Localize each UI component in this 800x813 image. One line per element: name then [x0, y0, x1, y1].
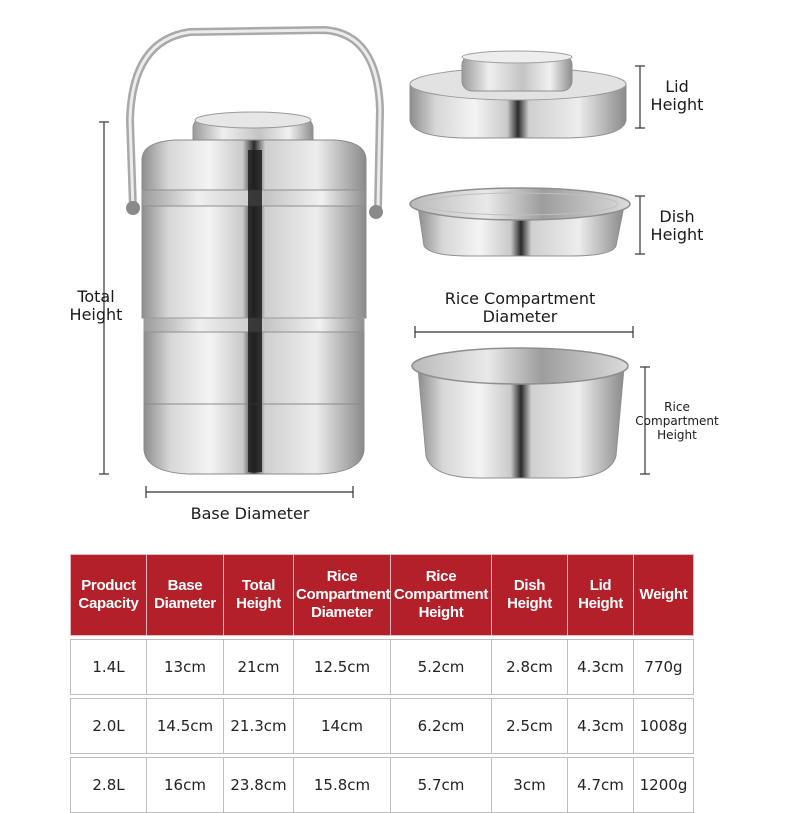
- cell-rice-height: 5.2cm: [391, 640, 492, 695]
- cell-capacity: 1.4L: [71, 640, 147, 695]
- lunch-box-canister: [126, 30, 383, 474]
- specifications-table: [70, 554, 694, 813]
- cell-rice-height: 5.7cm: [391, 758, 492, 813]
- lid-height-label: Lid Height: [650, 77, 704, 115]
- table-header-row: [71, 555, 694, 636]
- header-dish-height: Dish Height: [492, 555, 568, 636]
- header-total-height: Total Height: [224, 555, 294, 636]
- cell-weight: 1008g: [634, 699, 694, 754]
- cell-lid-height: 4.3cm: [568, 699, 634, 754]
- cell-lid-height: 4.3cm: [568, 640, 634, 695]
- table-row: [71, 640, 694, 695]
- header-rice-compartment-height: Rice Compartment Height: [391, 555, 492, 636]
- cell-capacity: 2.0L: [71, 699, 147, 754]
- cell-rice-diameter: 12.5cm: [294, 640, 391, 695]
- cell-base-diameter: 16cm: [147, 758, 224, 813]
- cell-base-diameter: 14.5cm: [147, 699, 224, 754]
- header-lid-height: Lid Height: [568, 555, 634, 636]
- cell-rice-diameter: 14cm: [294, 699, 391, 754]
- table-row: [71, 758, 694, 813]
- cell-capacity: 2.8L: [71, 758, 147, 813]
- cell-total-height: 21.3cm: [224, 699, 294, 754]
- base-diameter-label: Base Diameter: [190, 504, 310, 523]
- header-product-capacity: Product Capacity: [71, 555, 147, 636]
- rice-compartment-component: [412, 348, 628, 478]
- cell-base-diameter: 13cm: [147, 640, 224, 695]
- cell-rice-height: 6.2cm: [391, 699, 492, 754]
- dish-component: [410, 188, 630, 256]
- lid-component: [410, 51, 626, 138]
- cell-weight: 770g: [634, 640, 694, 695]
- table-row: [71, 699, 694, 754]
- cell-dish-height: 3cm: [492, 758, 568, 813]
- cell-weight: 1200g: [634, 758, 694, 813]
- cell-dish-height: 2.5cm: [492, 699, 568, 754]
- cell-total-height: 21cm: [224, 640, 294, 695]
- header-base-diameter: Base Diameter: [147, 555, 224, 636]
- total-height-label: Total Height: [69, 287, 123, 325]
- cell-rice-diameter: 15.8cm: [294, 758, 391, 813]
- dish-height-label: Dish Height: [650, 207, 704, 245]
- rice-compartment-height-label: Rice Compartment Height: [635, 400, 719, 442]
- header-weight: Weight: [634, 555, 694, 636]
- cell-dish-height: 2.8cm: [492, 640, 568, 695]
- cell-total-height: 23.8cm: [224, 758, 294, 813]
- cell-lid-height: 4.7cm: [568, 758, 634, 813]
- rice-compartment-diameter-label: Rice Compartment Diameter: [444, 289, 596, 327]
- header-rice-compartment-diameter: Rice Compartment Diameter: [294, 555, 391, 636]
